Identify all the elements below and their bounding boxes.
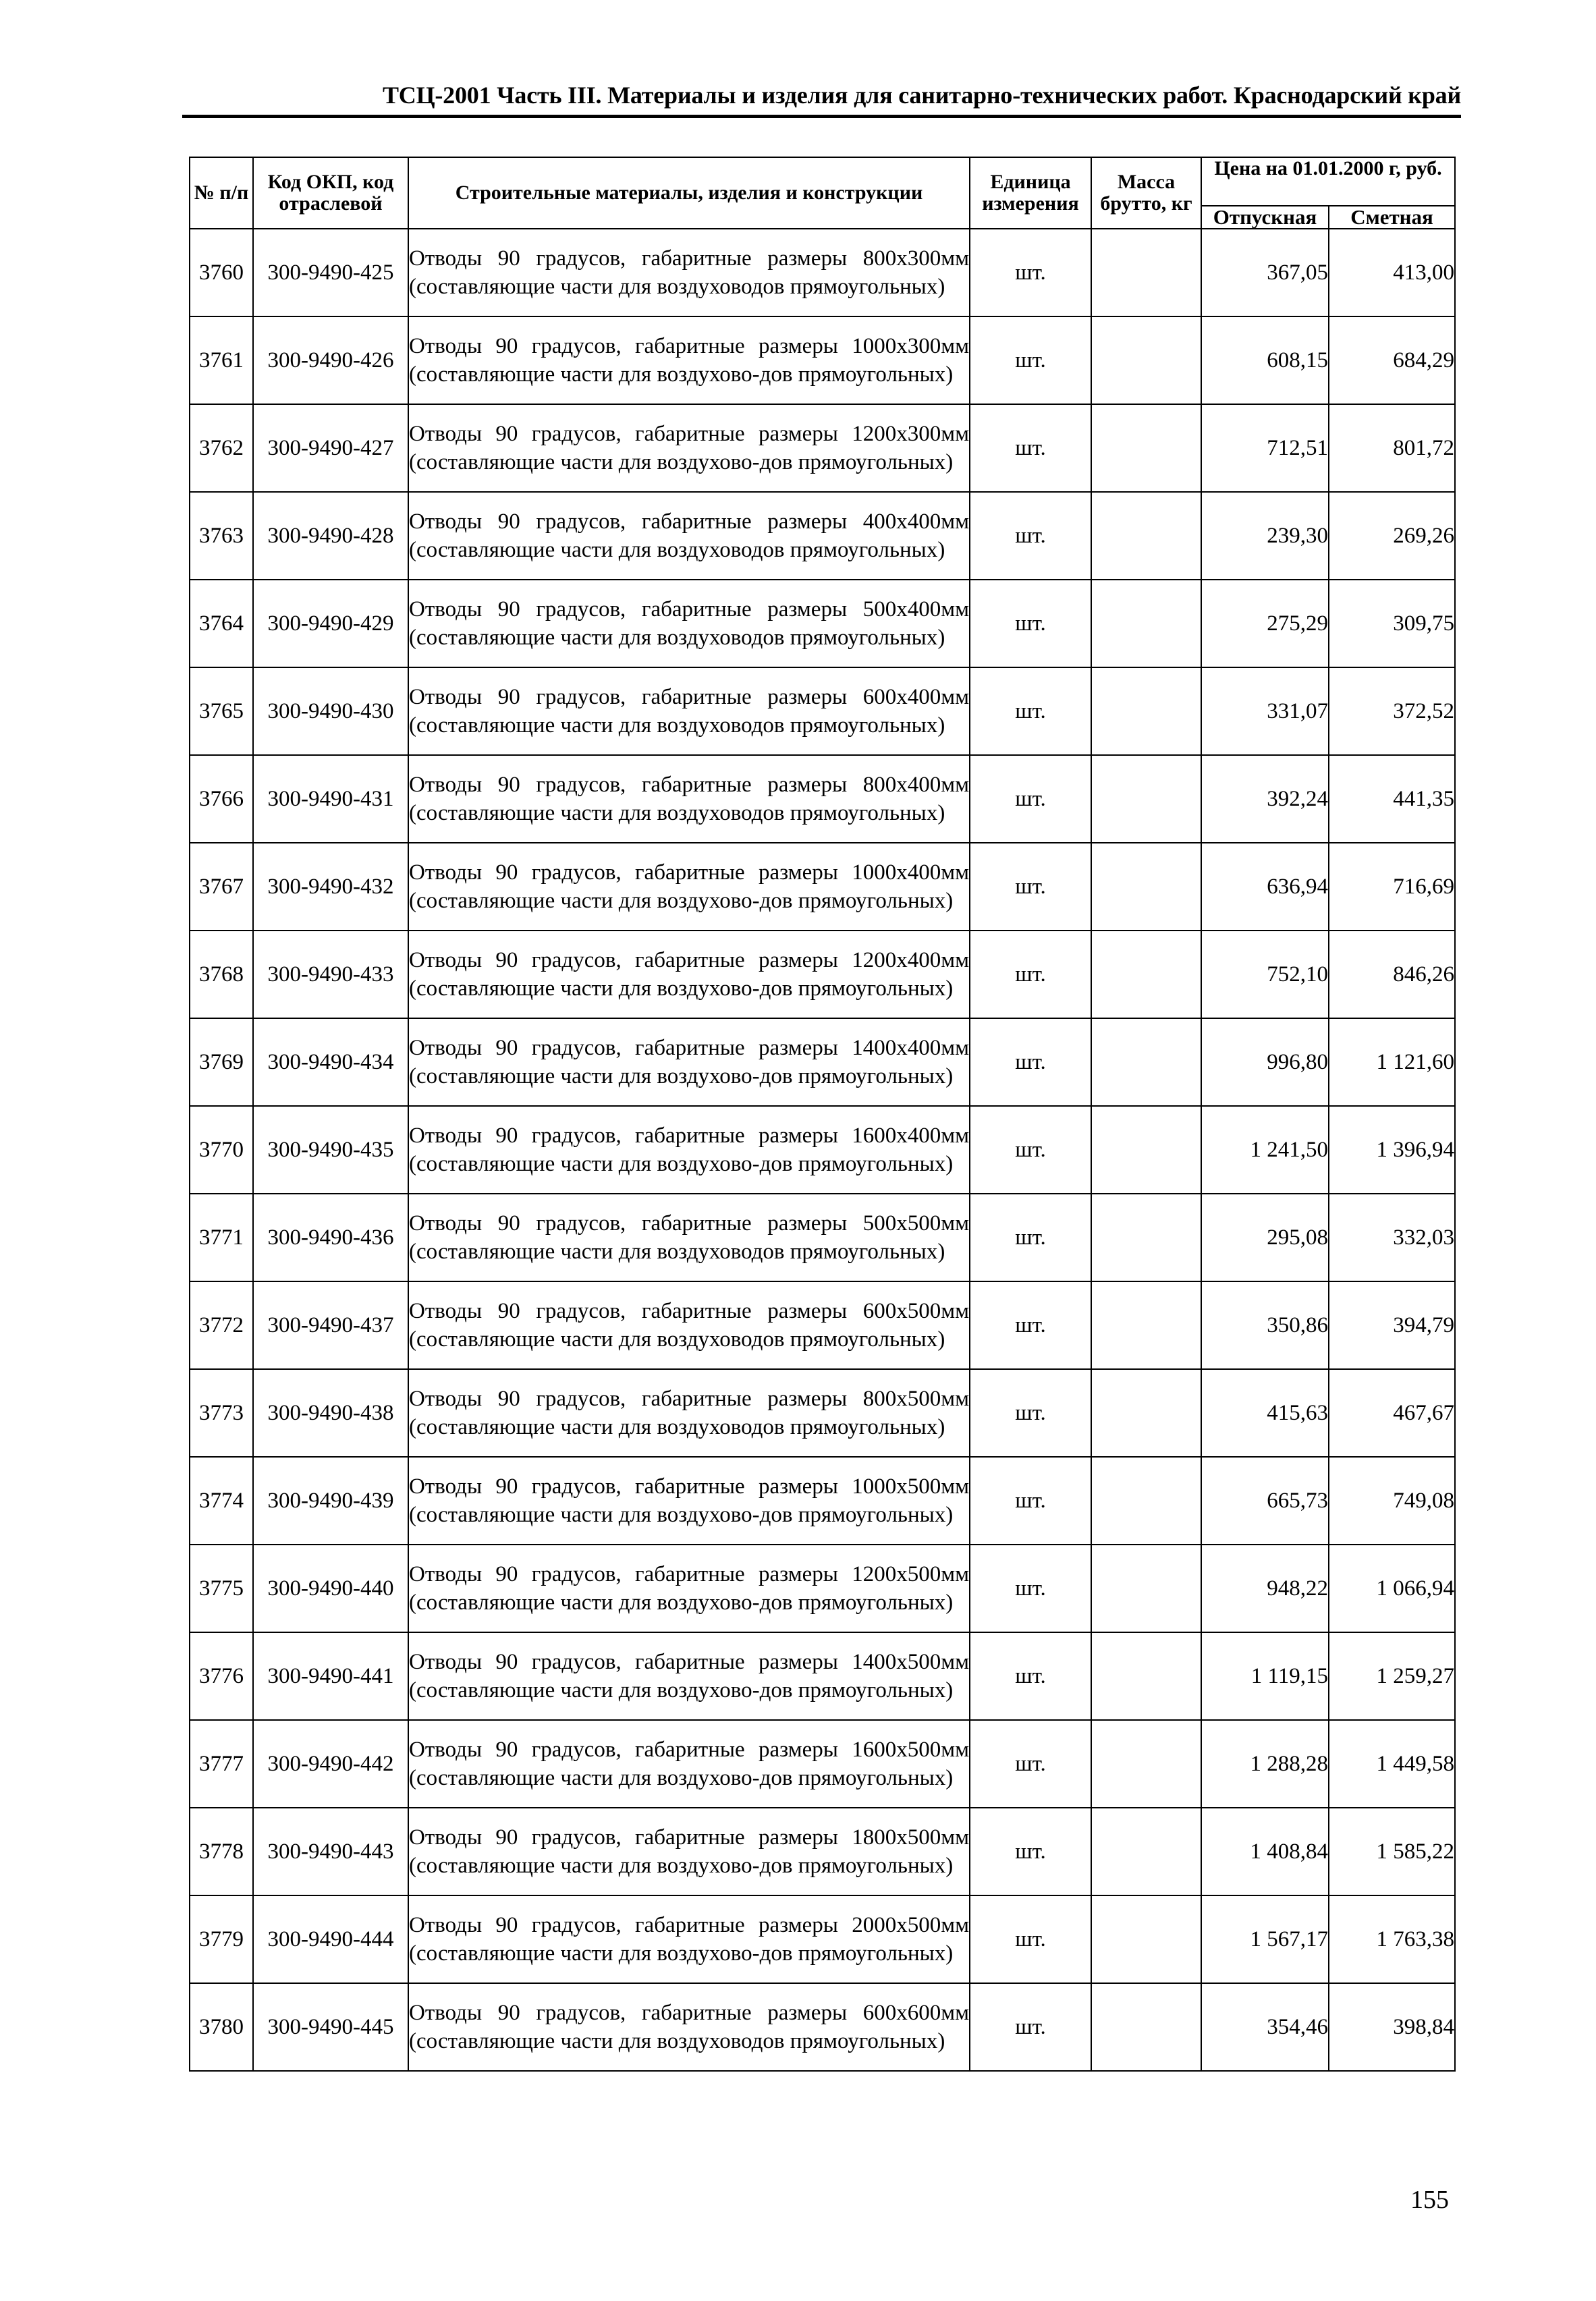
table-row [190, 580, 1455, 667]
col-header-name: Строительные материалы, изделия и конструкции [408, 157, 970, 229]
table-row [190, 1720, 1455, 1808]
row-description-cell: Отводы 90 градусов, габаритные размеры 500х400мм (составляющие части для воздуховодов прямоугольных) [408, 580, 970, 667]
row-number-cell: 3774 [190, 1457, 253, 1545]
row-unit-cell: шт. [970, 931, 1091, 1018]
row-code-cell: 300-9490-439 [253, 1457, 408, 1545]
row-unit-cell: шт. [970, 1720, 1091, 1808]
row-code-cell: 300-9490-437 [253, 1281, 408, 1369]
row-code-cell: 300-9490-434 [253, 1018, 408, 1106]
row-unit-cell: шт. [970, 229, 1091, 316]
row-estimate-price-cell: 413,00 [1329, 229, 1455, 316]
row-mass-cell [1091, 1369, 1201, 1457]
row-release-price-cell: 948,22 [1201, 1545, 1329, 1632]
row-number-cell: 3772 [190, 1281, 253, 1369]
row-description-cell: Отводы 90 градусов, габаритные размеры 600х600мм (составляющие части для воздуховодов прямоугольных) [408, 1983, 970, 2071]
row-unit-cell: шт. [970, 1457, 1091, 1545]
row-code-cell: 300-9490-426 [253, 316, 408, 404]
row-unit-cell: шт. [970, 1369, 1091, 1457]
row-unit-cell: шт. [970, 492, 1091, 580]
table-row [190, 1281, 1455, 1369]
row-mass-cell [1091, 1457, 1201, 1545]
row-mass-cell [1091, 755, 1201, 843]
row-mass-cell [1091, 843, 1201, 931]
row-estimate-price-cell: 398,84 [1329, 1983, 1455, 2071]
table-row [190, 1895, 1455, 1983]
row-description-cell: Отводы 90 градусов, габаритные размеры 1800х500мм (составляющие части для воздухово-дов прямоугольных) [408, 1808, 970, 1895]
row-description-cell: Отводы 90 градусов, габаритные размеры 800х500мм (составляющие части для воздуховодов прямоугольных) [408, 1369, 970, 1457]
row-mass-cell [1091, 492, 1201, 580]
col-header-estimate: Сметная [1329, 206, 1455, 229]
table-row [190, 1545, 1455, 1632]
row-number-cell: 3771 [190, 1194, 253, 1281]
row-number-cell: 3773 [190, 1369, 253, 1457]
row-unit-cell: шт. [970, 316, 1091, 404]
row-estimate-price-cell: 716,69 [1329, 843, 1455, 931]
row-code-cell: 300-9490-430 [253, 667, 408, 755]
row-number-cell: 3778 [190, 1808, 253, 1895]
row-estimate-price-cell: 467,67 [1329, 1369, 1455, 1457]
row-estimate-price-cell: 1 259,27 [1329, 1632, 1455, 1720]
row-mass-cell [1091, 667, 1201, 755]
row-description-cell: Отводы 90 градусов, габаритные размеры 800х400мм (составляющие части для воздуховодов прямоугольных) [408, 755, 970, 843]
row-mass-cell [1091, 1632, 1201, 1720]
row-unit-cell: шт. [970, 1895, 1091, 1983]
row-description-cell: Отводы 90 градусов, габаритные размеры 1600х400мм (составляющие части для воздухово-дов прямоугольных) [408, 1106, 970, 1194]
row-code-cell: 300-9490-441 [253, 1632, 408, 1720]
table-row [190, 1632, 1455, 1720]
row-estimate-price-cell: 309,75 [1329, 580, 1455, 667]
table-row [190, 229, 1455, 316]
row-mass-cell [1091, 1895, 1201, 1983]
col-header-num: № п/п [190, 157, 253, 229]
row-code-cell: 300-9490-428 [253, 492, 408, 580]
row-release-price-cell: 354,46 [1201, 1983, 1329, 2071]
row-mass-cell [1091, 1983, 1201, 2071]
row-release-price-cell: 331,07 [1201, 667, 1329, 755]
row-mass-cell [1091, 1194, 1201, 1281]
row-mass-cell [1091, 1018, 1201, 1106]
row-number-cell: 3766 [190, 755, 253, 843]
row-release-price-cell: 608,15 [1201, 316, 1329, 404]
table-row [190, 755, 1455, 843]
row-number-cell: 3769 [190, 1018, 253, 1106]
row-estimate-price-cell: 372,52 [1329, 667, 1455, 755]
row-release-price-cell: 239,30 [1201, 492, 1329, 580]
row-release-price-cell: 350,86 [1201, 1281, 1329, 1369]
row-mass-cell [1091, 316, 1201, 404]
row-release-price-cell: 1 408,84 [1201, 1808, 1329, 1895]
row-release-price-cell: 295,08 [1201, 1194, 1329, 1281]
row-mass-cell [1091, 931, 1201, 1018]
table-row [190, 1194, 1455, 1281]
row-description-cell: Отводы 90 градусов, габаритные размеры 1000х400мм (составляющие части для воздухово-дов прямоугольных) [408, 843, 970, 931]
row-number-cell: 3761 [190, 316, 253, 404]
row-release-price-cell: 1 241,50 [1201, 1106, 1329, 1194]
col-header-price: Цена на 01.01.2000 г, руб. [1201, 157, 1455, 206]
page-number: 155 [1410, 2186, 1449, 2214]
row-number-cell: 3777 [190, 1720, 253, 1808]
row-number-cell: 3779 [190, 1895, 253, 1983]
row-unit-cell: шт. [970, 1106, 1091, 1194]
table-row [190, 316, 1455, 404]
row-estimate-price-cell: 1 585,22 [1329, 1808, 1455, 1895]
row-code-cell: 300-9490-432 [253, 843, 408, 931]
row-number-cell: 3765 [190, 667, 253, 755]
row-mass-cell [1091, 1281, 1201, 1369]
table-row [190, 1106, 1455, 1194]
row-description-cell: Отводы 90 градусов, габаритные размеры 1200х400мм (составляющие части для воздухово-дов прямоугольных) [408, 931, 970, 1018]
row-description-cell: Отводы 90 градусов, габаритные размеры 1400х400мм (составляющие части для воздухово-дов прямоугольных) [408, 1018, 970, 1106]
row-estimate-price-cell: 1 449,58 [1329, 1720, 1455, 1808]
row-estimate-price-cell: 1 396,94 [1329, 1106, 1455, 1194]
row-code-cell: 300-9490-435 [253, 1106, 408, 1194]
row-mass-cell [1091, 1808, 1201, 1895]
row-number-cell: 3780 [190, 1983, 253, 2071]
row-release-price-cell: 636,94 [1201, 843, 1329, 931]
row-description-cell: Отводы 90 градусов, габаритные размеры 600х500мм (составляющие части для воздуховодов прямоугольных) [408, 1281, 970, 1369]
row-number-cell: 3763 [190, 492, 253, 580]
table-row [190, 492, 1455, 580]
row-unit-cell: шт. [970, 1545, 1091, 1632]
row-estimate-price-cell: 1 763,38 [1329, 1895, 1455, 1983]
row-release-price-cell: 1 567,17 [1201, 1895, 1329, 1983]
row-unit-cell: шт. [970, 1632, 1091, 1720]
col-header-mass: Масса брутто, кг [1091, 157, 1201, 229]
row-code-cell: 300-9490-431 [253, 755, 408, 843]
table-row [190, 1808, 1455, 1895]
price-table [189, 157, 1456, 2072]
row-release-price-cell: 752,10 [1201, 931, 1329, 1018]
table-row [190, 1457, 1455, 1545]
row-mass-cell [1091, 1545, 1201, 1632]
row-code-cell: 300-9490-427 [253, 404, 408, 492]
row-unit-cell: шт. [970, 1983, 1091, 2071]
row-code-cell: 300-9490-433 [253, 931, 408, 1018]
row-unit-cell: шт. [970, 1194, 1091, 1281]
row-unit-cell: шт. [970, 1018, 1091, 1106]
row-number-cell: 3767 [190, 843, 253, 931]
col-header-release: Отпускная [1201, 206, 1329, 229]
row-estimate-price-cell: 269,26 [1329, 492, 1455, 580]
table-row [190, 667, 1455, 755]
row-number-cell: 3762 [190, 404, 253, 492]
row-code-cell: 300-9490-443 [253, 1808, 408, 1895]
row-estimate-price-cell: 394,79 [1329, 1281, 1455, 1369]
row-mass-cell [1091, 229, 1201, 316]
row-release-price-cell: 392,24 [1201, 755, 1329, 843]
row-release-price-cell: 275,29 [1201, 580, 1329, 667]
row-unit-cell: шт. [970, 755, 1091, 843]
row-number-cell: 3776 [190, 1632, 253, 1720]
row-mass-cell [1091, 580, 1201, 667]
row-release-price-cell: 665,73 [1201, 1457, 1329, 1545]
row-estimate-price-cell: 1 121,60 [1329, 1018, 1455, 1106]
row-description-cell: Отводы 90 градусов, габаритные размеры 600х400мм (составляющие части для воздуховодов прямоугольных) [408, 667, 970, 755]
row-number-cell: 3775 [190, 1545, 253, 1632]
row-unit-cell: шт. [970, 580, 1091, 667]
row-code-cell: 300-9490-444 [253, 1895, 408, 1983]
row-code-cell: 300-9490-440 [253, 1545, 408, 1632]
row-release-price-cell: 415,63 [1201, 1369, 1329, 1457]
row-estimate-price-cell: 1 066,94 [1329, 1545, 1455, 1632]
table-row [190, 931, 1455, 1018]
row-description-cell: Отводы 90 градусов, габаритные размеры 500х500мм (составляющие части для воздуховодов прямоугольных) [408, 1194, 970, 1281]
row-unit-cell: шт. [970, 1808, 1091, 1895]
running-header: ТСЦ-2001 Часть III. Материалы и изделия для санитарно-технических работ. Краснодарский край [382, 82, 1461, 109]
row-unit-cell: шт. [970, 667, 1091, 755]
row-code-cell: 300-9490-438 [253, 1369, 408, 1457]
row-mass-cell [1091, 404, 1201, 492]
row-code-cell: 300-9490-429 [253, 580, 408, 667]
table-row [190, 404, 1455, 492]
row-estimate-price-cell: 846,26 [1329, 931, 1455, 1018]
row-description-cell: Отводы 90 градусов, габаритные размеры 1600х500мм (составляющие части для воздухово-дов прямоугольных) [408, 1720, 970, 1808]
table-row [190, 843, 1455, 931]
table-row [190, 1018, 1455, 1106]
row-description-cell: Отводы 90 градусов, габаритные размеры 2000х500мм (составляющие части для воздухово-дов прямоугольных) [408, 1895, 970, 1983]
row-estimate-price-cell: 684,29 [1329, 316, 1455, 404]
row-code-cell: 300-9490-442 [253, 1720, 408, 1808]
row-release-price-cell: 712,51 [1201, 404, 1329, 492]
row-estimate-price-cell: 749,08 [1329, 1457, 1455, 1545]
row-unit-cell: шт. [970, 404, 1091, 492]
row-description-cell: Отводы 90 градусов, габаритные размеры 800х300мм (составляющие части для воздуховодов прямоугольных) [408, 229, 970, 316]
row-description-cell: Отводы 90 градусов, габаритные размеры 1200х500мм (составляющие части для воздухово-дов прямоугольных) [408, 1545, 970, 1632]
row-estimate-price-cell: 801,72 [1329, 404, 1455, 492]
row-release-price-cell: 367,05 [1201, 229, 1329, 316]
row-description-cell: Отводы 90 градусов, габаритные размеры 1400х500мм (составляющие части для воздухово-дов прямоугольных) [408, 1632, 970, 1720]
row-mass-cell [1091, 1720, 1201, 1808]
col-header-unit: Единица измерения [970, 157, 1091, 229]
row-code-cell: 300-9490-425 [253, 229, 408, 316]
row-release-price-cell: 1 288,28 [1201, 1720, 1329, 1808]
row-number-cell: 3768 [190, 931, 253, 1018]
row-code-cell: 300-9490-445 [253, 1983, 408, 2071]
row-number-cell: 3764 [190, 580, 253, 667]
table-row [190, 1983, 1455, 2071]
row-code-cell: 300-9490-436 [253, 1194, 408, 1281]
row-unit-cell: шт. [970, 1281, 1091, 1369]
table-row [190, 1369, 1455, 1457]
row-release-price-cell: 996,80 [1201, 1018, 1329, 1106]
row-description-cell: Отводы 90 градусов, габаритные размеры 1000х300мм (составляющие части для воздухово-дов прямоугольных) [408, 316, 970, 404]
col-header-code: Код ОКП, код отраслевой [253, 157, 408, 229]
row-description-cell: Отводы 90 градусов, габаритные размеры 1200х300мм (составляющие части для воздухово-дов прямоугольных) [408, 404, 970, 492]
row-estimate-price-cell: 332,03 [1329, 1194, 1455, 1281]
row-unit-cell: шт. [970, 843, 1091, 931]
row-release-price-cell: 1 119,15 [1201, 1632, 1329, 1720]
header-rule [182, 115, 1461, 118]
row-estimate-price-cell: 441,35 [1329, 755, 1455, 843]
row-mass-cell [1091, 1106, 1201, 1194]
row-description-cell: Отводы 90 градусов, габаритные размеры 1000х500мм (составляющие части для воздухово-дов прямоугольных) [408, 1457, 970, 1545]
row-number-cell: 3770 [190, 1106, 253, 1194]
row-number-cell: 3760 [190, 229, 253, 316]
row-description-cell: Отводы 90 градусов, габаритные размеры 400х400мм (составляющие части для воздуховодов прямоугольных) [408, 492, 970, 580]
